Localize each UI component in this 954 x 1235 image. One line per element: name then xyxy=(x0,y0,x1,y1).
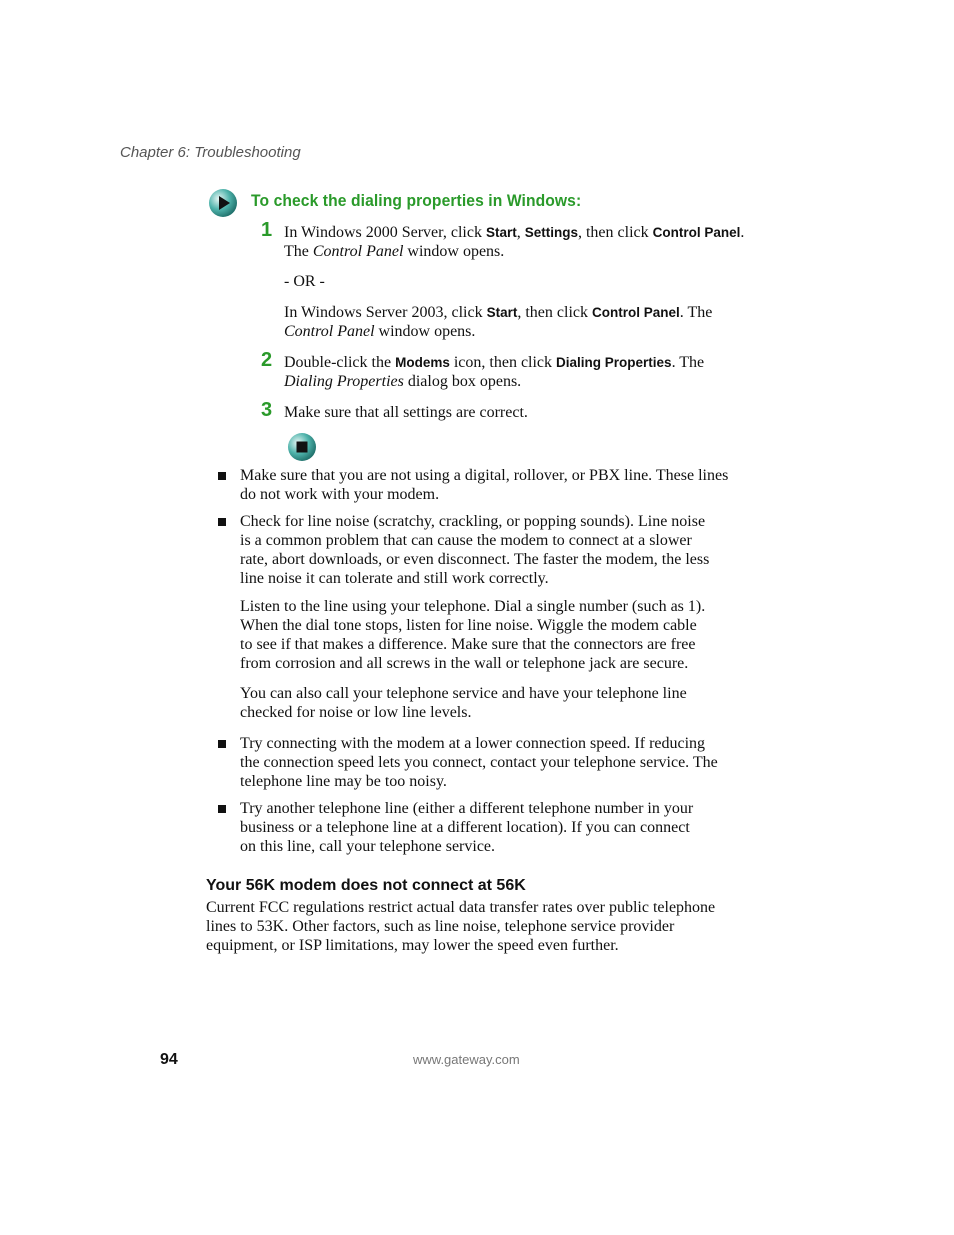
footer-url[interactable]: www.gateway.com xyxy=(413,1052,520,1067)
section-body: Current FCC regulations restrict actual data transfer rates over public telephone lines to 53K. Other factors, such as line noise, telephone service provider equipment, or ISP limitations, may lower the speed even further. xyxy=(206,899,716,954)
page-number: 94 xyxy=(160,1051,178,1068)
step-number: 1 xyxy=(261,219,273,241)
step-number: 3 xyxy=(261,399,273,421)
procedure-title: To check the dialing properties in Windows: xyxy=(251,191,582,210)
step-1-alt-text: In Windows Server 2003, click Start, then click Control Panel. The Control Panel window opens. xyxy=(284,304,713,340)
step-2-text: Double-click the Modems icon, then click Dialing Properties. The Dialing Properties dialog box opens. xyxy=(284,354,705,390)
bullet-marker xyxy=(218,518,226,526)
step-number: 2 xyxy=(261,349,273,371)
bullet-marker xyxy=(218,805,226,813)
bullet-text: Check for line noise (scratchy, crackling, or popping sounds). Line noise is a common problem that can cause the modem to connect at a slower rate, abort downloads, or even disconnect. The faster the modem, the less line noise it can tolerate and still work correctly. xyxy=(240,513,710,587)
step-1-text: In Windows 2000 Server, click Start, Settings, then click Control Panel. The Control Panel window opens. xyxy=(284,224,745,260)
bullet-marker xyxy=(218,740,226,748)
chapter-header: Chapter 6: Troubleshooting xyxy=(120,144,301,161)
or-separator: - OR - xyxy=(284,273,325,290)
paragraph: Listen to the line using your telephone. Dial a single number (such as 1). When the dial tone stops, listen for line noise. Wiggle the modem cable to see if that makes a difference. Make sure that the connectors are free from corrosion and all screws in the wall or telephone jack are secure. xyxy=(240,598,706,672)
step-3-text: Make sure that all settings are correct. xyxy=(284,404,528,421)
paragraph: You can also call your telephone service and have your telephone line checked for noise or low line levels. xyxy=(240,685,687,721)
section-heading: Your 56K modem does not connect at 56K xyxy=(206,877,526,894)
bullet-text: Make sure that you are not using a digital, rollover, or PBX line. These lines do not work with your modem. xyxy=(240,467,729,503)
procedure-end-icon xyxy=(287,432,317,462)
bullet-marker xyxy=(218,472,226,480)
procedure-play-icon xyxy=(208,188,238,218)
bullet-text: Try connecting with the modem at a lower connection speed. If reducing the connection speed lets you connect, contact your telephone service. The telephone line may be too noisy. xyxy=(240,735,718,790)
bullet-text: Try another telephone line (either a different telephone number in your business or a telephone line at a different location). If you can connect on this line, call your telephone service. xyxy=(240,800,694,855)
